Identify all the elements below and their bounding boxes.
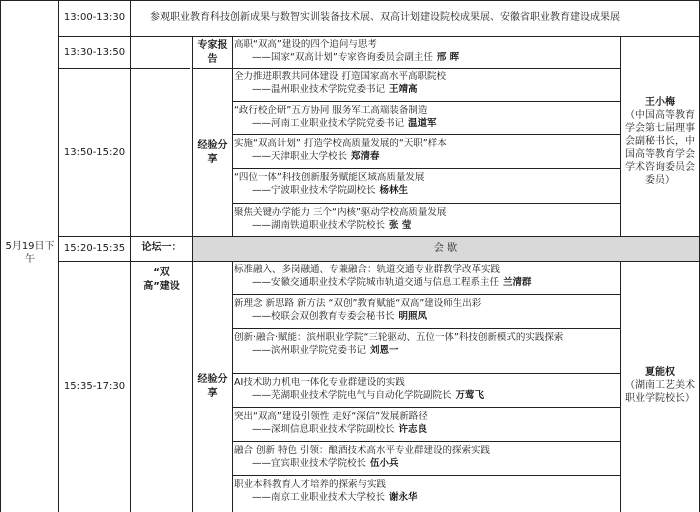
- talk-title: 突出“双高”建设引领性 走好“深信”发展新路径: [234, 411, 428, 422]
- talk-7: [234, 298, 620, 323]
- session-experience-2: 经验分享: [197, 374, 228, 399]
- time-session-2: 15:35-17:30: [63, 381, 126, 392]
- speaker-name: 万莺飞: [455, 389, 485, 401]
- talk-title: 标准融入、多岗融通、专兼融合：轨道交通专业群教学改革实践: [234, 264, 501, 275]
- chair-name: 夏能权: [645, 367, 675, 378]
- time-session-1: 13:50-15:20: [63, 147, 126, 158]
- talk-title: 高职“双高”建设的四个追问与思考: [234, 39, 377, 50]
- talk-speaker: ——滨州职业学院党委书记 刘恩一: [252, 344, 399, 356]
- row-line-4: [58, 261, 700, 262]
- talk-10: [234, 411, 620, 436]
- chair-title: （中国高等教育学会第七届理事会副秘书长，中国高等教育学会学术咨询委员会委员）: [625, 110, 695, 186]
- talk-speaker: ——国家“双高计划”专家咨询委员会副主任 邢 晖: [252, 51, 460, 63]
- time-expert: 13:30-13:50: [63, 47, 126, 58]
- speaker-name: 张 莹: [389, 219, 412, 231]
- speaker-name: 伍小兵: [370, 457, 399, 469]
- row-line-2-left: [58, 68, 190, 69]
- talk-line: [232, 101, 620, 102]
- talk-title: “政行校企研”五方协同 服务军工高端装备制造: [234, 105, 428, 116]
- speaker-name: 谢永华: [389, 491, 418, 503]
- talk-1: [234, 71, 620, 96]
- talk-title: 聚焦关键办学能力 三个“内核”驱动学校高质量发展: [234, 207, 447, 218]
- talk-speaker: ——宜宾职业技术学院校长 伍小兵: [252, 457, 399, 469]
- col-line-date: [58, 0, 59, 512]
- talk-8: [234, 332, 620, 357]
- talk-line: [232, 134, 620, 135]
- talk-speaker: ——安徽交通职业技术学院城市轨道交通与信息工程系主任 兰清群: [252, 276, 532, 288]
- talk-line: [232, 203, 620, 204]
- chair-title: （湖南工艺美术职业学院校长）: [625, 380, 695, 404]
- talk-speaker: ——南京工业职业技术大学校长 谢永华: [252, 491, 418, 503]
- speaker-name: 邢 晖: [436, 51, 460, 63]
- talk-2: [234, 105, 620, 130]
- talk-line: [232, 373, 620, 374]
- talk-line: [232, 475, 620, 476]
- forum-theme: “双高”建设: [143, 267, 180, 292]
- row-line-2-right: [192, 68, 620, 69]
- speaker-name: 杨林生: [379, 184, 409, 196]
- chair-1: [621, 96, 699, 187]
- expo-content: 参观职业教育科技创新成果与数智实训装备技术展、双高计划建设院校成果展、安徽省职业教育建设成果展: [150, 12, 620, 23]
- talk-speaker: ——深圳信息职业技术学院副校长 许志良: [252, 423, 428, 435]
- forum-label: 论坛一：: [141, 242, 182, 253]
- talk-line: [232, 441, 620, 442]
- talk-title: 融合 创新 特色 引领：酿酒技术高水平专业群建设的探索实践: [234, 445, 491, 456]
- col-line-time: [130, 0, 131, 512]
- talk-title: 职业本科教育人才培养的探索与实践: [234, 479, 387, 490]
- talk-speaker: ——校联会双创教育专委会秘书长 明照凤: [252, 310, 428, 322]
- break-label: 会 歇: [433, 243, 458, 254]
- time-break: 15:20-15:35: [63, 243, 126, 254]
- talk-speaker: ——天津职业大学校长 郑清春: [252, 150, 380, 162]
- talk-title: 实施“双高计划” 打造学校高质量发展的“天职”样本: [234, 138, 447, 149]
- talk-speaker: ——温州职业技术学院党委书记 王靖高: [252, 83, 418, 95]
- talk-speaker: ——宁波职业技术学院副校长 杨林生: [252, 184, 409, 196]
- session-expert-report: 专家报告: [197, 40, 228, 65]
- speaker-name: 温道军: [408, 117, 437, 129]
- talk-expert: [234, 39, 620, 64]
- talk-9: [234, 377, 620, 402]
- table-border-top: [0, 0, 700, 1]
- session-experience-1: 经验分享: [197, 140, 228, 165]
- talk-4: [234, 172, 620, 197]
- talk-title: 创新·融合·赋能：滨州职业学院“三轮驱动、五位一体”科技创新模式的实践探索: [234, 332, 564, 343]
- talk-12: [234, 479, 620, 504]
- col-line-session-1: [232, 36, 233, 236]
- talk-line: [232, 328, 620, 329]
- speaker-name: 刘恩一: [370, 344, 399, 356]
- speaker-name: 明照凤: [398, 310, 428, 322]
- talk-6: [234, 264, 620, 289]
- talk-title: “四位一体”科技创新服务赋能区域高质量发展: [234, 172, 425, 183]
- col-line-forum: [192, 36, 193, 512]
- table-border-left: [0, 0, 1, 512]
- talk-title: 新理念 新思路 新方法 “双创”教育赋能“双高”建设师生出彩: [234, 298, 482, 309]
- talk-speaker: ——河南工业职业技术学院党委书记 温道军: [252, 117, 437, 129]
- time-expo: 13:00-13:30: [63, 12, 126, 23]
- talk-line: [232, 294, 620, 295]
- talk-speaker: ——芜湖职业技术学院电气与自动化学院副院长 万莺飞: [252, 389, 485, 401]
- speaker-name: 许志良: [398, 423, 428, 435]
- talk-speaker: ——湖南铁道职业技术学院校长 张 莹: [252, 219, 412, 231]
- talk-title: 全力推进职教共同体建设 打造国家高水平高职院校: [234, 71, 447, 82]
- talk-3: [234, 138, 620, 163]
- chair-name: 王小梅: [645, 97, 675, 108]
- row-line-3: [58, 236, 700, 237]
- talk-5: [234, 207, 620, 232]
- speaker-name: 王靖高: [389, 83, 418, 95]
- talk-line: [232, 407, 620, 408]
- talk-title: AI技术助力机电一体化专业群建设的实践: [234, 377, 405, 388]
- row-line-1: [58, 36, 700, 37]
- speaker-name: 兰清群: [503, 276, 532, 288]
- date-cell: 5月19日下午: [5, 241, 55, 265]
- speaker-name: 郑清春: [351, 150, 380, 162]
- talk-11: [234, 445, 620, 470]
- chair-2: [621, 366, 699, 405]
- talk-line: [232, 168, 620, 169]
